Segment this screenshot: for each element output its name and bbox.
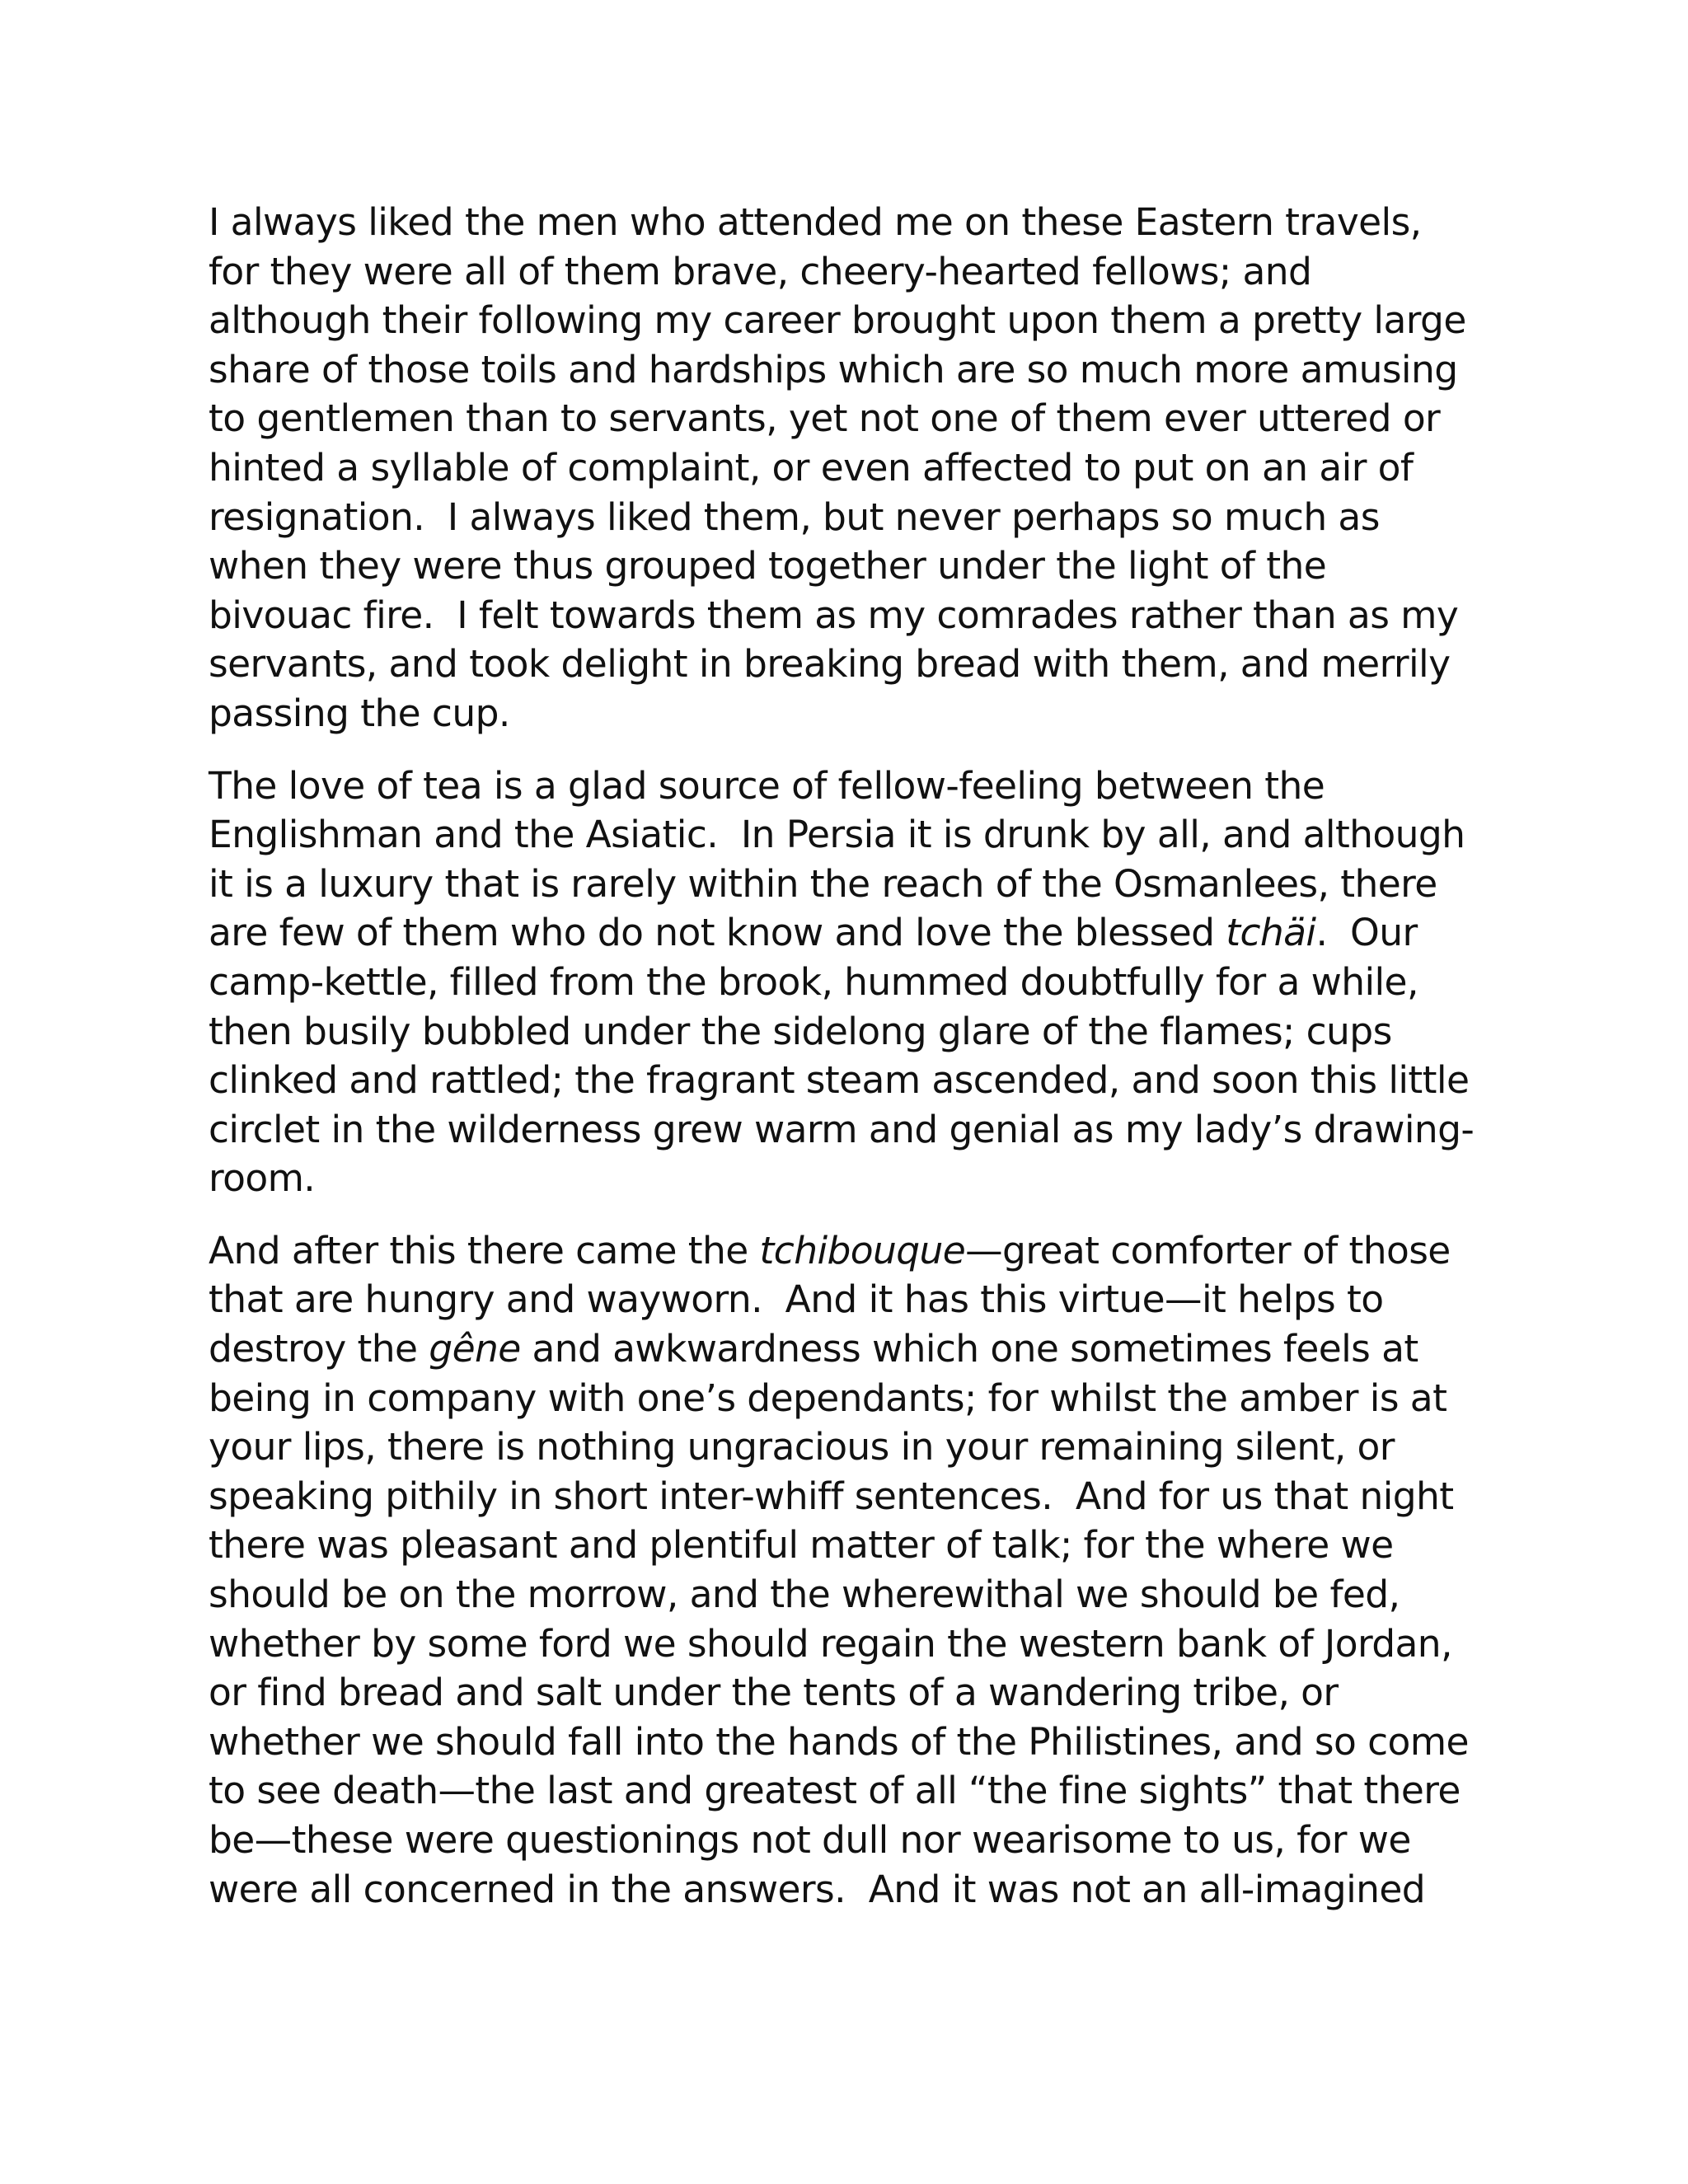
text-run: were all concerned in the answers. And it was not an all-imagined [209,1867,1426,1911]
text-line [209,1865,1494,1915]
italic-text: tchäi [1226,911,1316,955]
text-run: to see death—the last and greatest of all “the fine sights” that there [209,1769,1461,1813]
text-run: that are hungry and wayworn. And it has this virtue—it helps to [209,1277,1384,1322]
text-line [209,443,1494,493]
text-line [209,198,1494,247]
text-line [209,908,1494,958]
text-run: should be on the morrow, and the wherewithal we should be fed, [209,1572,1400,1617]
text-run: resignation. I always liked them, but never perhaps so much as [209,494,1380,539]
text-run: Englishman and the Asiatic. In Persia it is drunk by all, and although [209,813,1465,857]
text-line [209,1422,1494,1472]
text-run: for they were all of them brave, cheery-hearted fellows; and [209,249,1312,293]
text-line [209,1056,1494,1105]
text-run: servants, and took delight in breaking bread with them, and merrily [209,642,1451,687]
text-line [209,1816,1494,1865]
text-line [209,1521,1494,1570]
text-line [209,1154,1494,1203]
text-line [209,1226,1494,1276]
text-run: camp-kettle, filled from the brook, hummed doubtfully for a while, [209,959,1418,1004]
text-run: it is a luxury that is rarely within the reach of the Osmanlees, there [209,861,1437,906]
text-line [209,541,1494,591]
text-run: there was pleasant and plentiful matter of talk; for the where we [209,1523,1394,1568]
text-line [209,1668,1494,1718]
text-run: speaking pithily in short inter-whiff sentences. And for us that night [209,1474,1454,1518]
text-run: being in company with one’s dependants; for whilst the amber is at [209,1376,1447,1420]
text-run: to gentlemen than to servants, yet not one of them ever uttered or [209,396,1441,441]
text-run: and awkwardness which one sometimes feels at [520,1327,1418,1371]
text-run: passing the cup. [209,691,510,735]
italic-text: tchibouque [759,1228,966,1272]
text-run: —great comforter of those [965,1228,1451,1272]
text-line [209,762,1494,811]
text-run: The love of tea is a glad source of fellow-feeling between the [209,763,1325,808]
text-run: whether we should fall into the hands of the Philistines, and so come [209,1719,1469,1764]
text-run: destroy the [209,1327,429,1371]
text-run: when they were thus grouped together under the light of the [209,544,1327,588]
text-run: . Our [1315,911,1418,955]
paragraph [209,762,1494,1203]
text-line [209,1275,1494,1324]
text-run: room. [209,1156,316,1201]
text-line [209,1324,1494,1374]
text-run: your lips, there is nothing ungracious in your remaining silent, or [209,1425,1395,1469]
text-line [209,591,1494,640]
text-run: then busily bubbled under the sidelong glare of the flames; cups [209,1009,1392,1053]
text-line [209,689,1494,738]
text-line [209,1570,1494,1619]
text-line [209,640,1494,689]
text-run: or find bread and salt under the tents of a wandering tribe, or [209,1671,1339,1715]
text-run: share of those toils and hardships which are so much more amusing [209,347,1458,391]
text-line [209,1718,1494,1767]
text-line [209,296,1494,345]
text-line [209,345,1494,395]
text-line [209,1472,1494,1521]
text-line [209,810,1494,860]
text-line [209,493,1494,542]
italic-text: gêne [429,1327,521,1371]
text-line [209,394,1494,443]
text-line [209,860,1494,909]
text-line [209,1007,1494,1057]
paragraph [209,198,1494,738]
text-line [209,1619,1494,1669]
text-run: whether by some ford we should regain the western bank of Jordan, [209,1621,1452,1666]
text-run: And after this there came the [209,1228,760,1272]
text-run: although their following my career brought upon them a pretty large [209,298,1466,343]
body-text [209,198,1494,1937]
text-run: hinted a syllable of complaint, or even affected to put on an air of [209,445,1414,490]
text-line [209,1105,1494,1155]
text-line [209,247,1494,297]
paragraph [209,1226,1494,1914]
text-run: be—these were questionings not dull nor wearisome to us, for we [209,1818,1411,1862]
text-run: clinked and rattled; the fragrant steam ascended, and soon this little [209,1058,1470,1103]
text-run: I always liked the men who attended me on these Eastern travels, [209,200,1422,244]
text-line [209,1374,1494,1423]
text-run: are few of them who do not know and love the blessed [209,911,1226,955]
text-run: bivouac fire. I felt towards them as my comrades rather than as my [209,593,1459,637]
text-line [209,958,1494,1007]
text-run: circlet in the wilderness grew warm and genial as my lady’s drawing- [209,1107,1475,1151]
text-line [209,1766,1494,1816]
